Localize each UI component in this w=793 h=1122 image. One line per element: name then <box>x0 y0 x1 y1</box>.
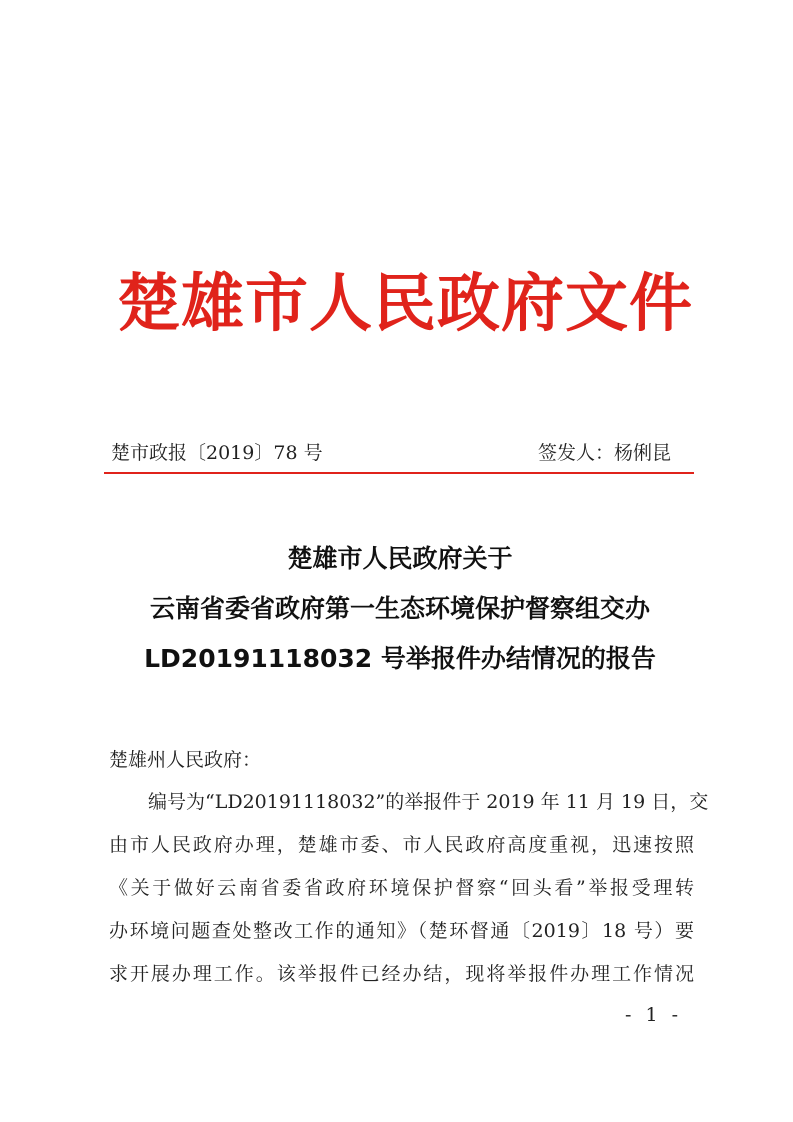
body-paragraph-line: 《关于做好云南省委省政府环境保护督察“回头看”举报受理转 <box>109 877 694 899</box>
title-line-1: 楚雄市人民政府关于 <box>287 544 513 573</box>
page-number: - 1 - <box>625 1004 683 1026</box>
signer: 签发人：杨俐昆 <box>538 442 672 464</box>
red-divider <box>104 472 694 474</box>
title-line-2: 云南省委省政府第一生态环境保护督察组交办 <box>149 594 650 623</box>
document-number: 楚市政报〔2019〕78 号 <box>111 442 323 464</box>
body-paragraph-line: 办环境问题查处整改工作的通知》（楚环督通〔2019〕18 号）要 <box>109 920 694 942</box>
red-header-title: 楚雄市人民政府文件 <box>117 266 693 340</box>
body-paragraph-line: 由市人民政府办理，楚雄市委、市人民政府高度重视，迅速按照 <box>109 834 694 856</box>
body-paragraph-line: 编号为“LD20191118032”的举报件于 2019 年 11 月 19 日，交 <box>148 791 709 813</box>
salutation: 楚雄州人民政府： <box>109 749 262 771</box>
body-paragraph-line: 求开展办理工作。该举报件已经办结，现将举报件办理工作情况 <box>109 963 694 985</box>
title-line-3: LD20191118032 号举报件办结情况的报告 <box>144 644 656 673</box>
